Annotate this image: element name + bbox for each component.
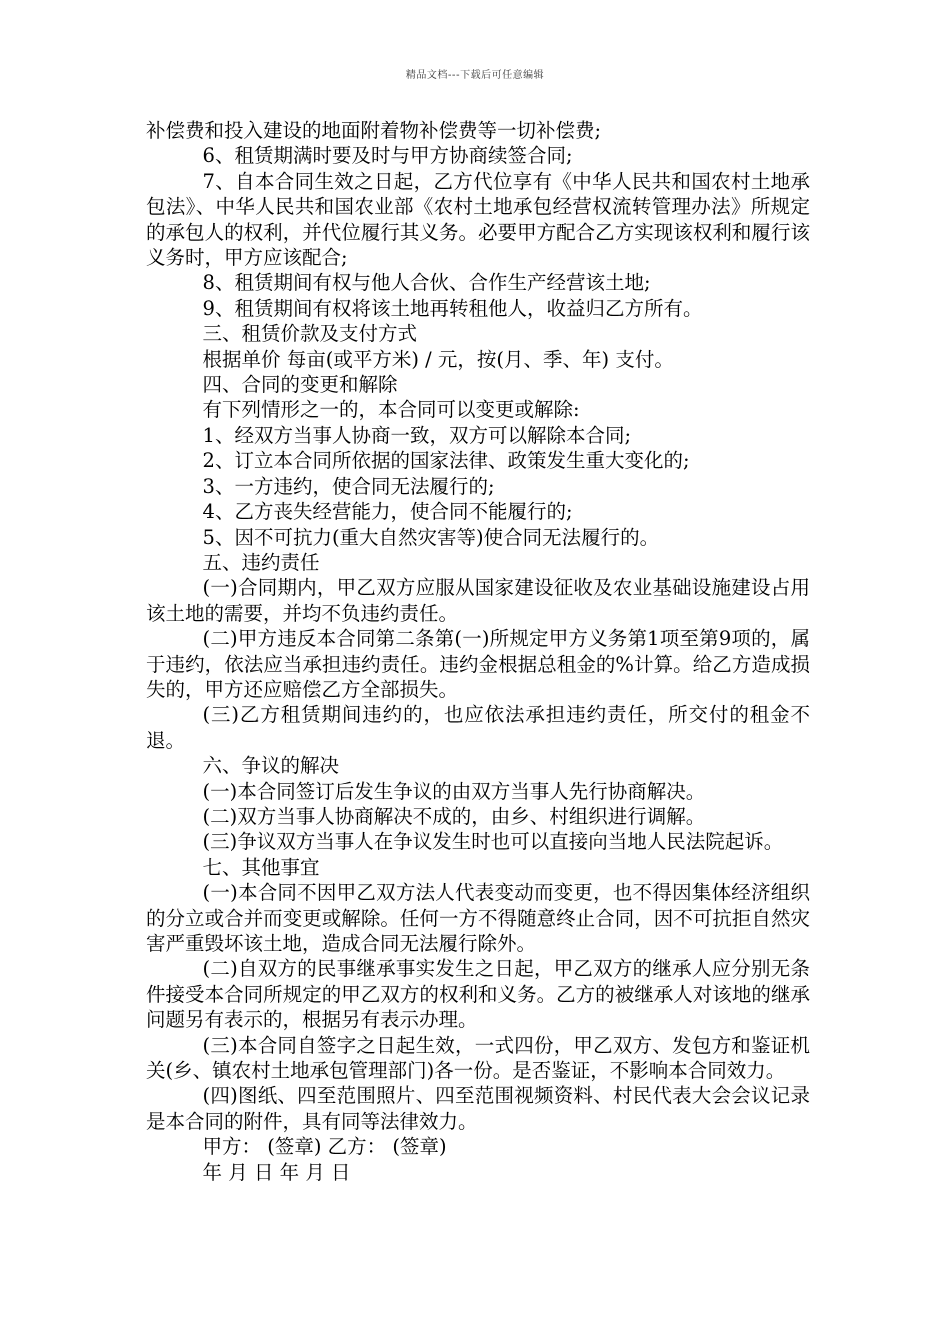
paragraph: (二)双方当事人协商解决不成的，由乡、村组织进行调解。 bbox=[202, 804, 706, 828]
paragraph: 根据单价 每亩(或平方米) / 元，按(月、季、年) 支付。 bbox=[202, 347, 674, 371]
paragraph: 补偿费和投入建设的地面附着物补偿费等一切补偿费; bbox=[146, 119, 602, 142]
paragraph: 六、争议的解决 bbox=[202, 754, 340, 778]
paragraph: 5、因不可抗力(重大自然灾害等)使合同无法履行的。 bbox=[202, 525, 660, 549]
paragraph: (一)本合同不因甲乙双方法人代表变动而变更，也不得因集体经济组织的分立或合并而变更或解除。任何一方不得随意终止合同，因不可抗拒自然灾害严重毁坏该土地，造成合同无法履行除外。 bbox=[146, 881, 810, 955]
paragraph: 有下列情形之一的，本合同可以变更或解除: bbox=[202, 398, 580, 422]
paragraph: (二)甲方违反本合同第二条第(一)所规定甲方义务第1项至第9项的，属于违约，依法应当承担违约责任。违约金根据总租金的%计算。给乙方造成损失的，甲方还应赔偿乙方全部损失。 bbox=[146, 627, 810, 701]
paragraph: (三)争议双方当事人在争议发生时也可以直接向当地人民法院起诉。 bbox=[202, 830, 784, 854]
paragraph: 8、租赁期间有权与他人合伙、合作生产经营该土地; bbox=[202, 271, 651, 295]
document-body bbox=[146, 118, 810, 1185]
paragraph: 9、租赁期间有权将该土地再转租他人，收益归乙方所有。 bbox=[202, 296, 703, 320]
paragraph: (四)图纸、四至范围照片、四至范围视频资料、村民代表大会会议记录是本合同的附件，具有同等法律效力。 bbox=[146, 1084, 810, 1133]
page-header: 精品文档---下载后可任意编辑 bbox=[405, 70, 545, 81]
paragraph: 四、合同的变更和解除 bbox=[202, 373, 398, 397]
paragraph: 甲方： (签章) 乙方： (签章) bbox=[202, 1135, 447, 1159]
paragraph: 三、租赁价款及支付方式 bbox=[202, 322, 418, 346]
paragraph: 五、违约责任 bbox=[202, 550, 320, 574]
paragraph: 3、一方违约，使合同无法履行的; bbox=[202, 474, 495, 498]
paragraph: (三)本合同自签字之日起生效，一式四份，甲乙双方、发包方和鉴证机关(乡、镇农村土地承包管理部门)各一份。是否鉴证，不影响本合同效力。 bbox=[146, 1033, 810, 1083]
paragraph: (一)本合同签订后发生争议的由双方当事人先行协商解决。 bbox=[202, 779, 706, 803]
paragraph: 2、订立本合同所依据的国家法律、政策发生重大变化的; bbox=[202, 449, 690, 473]
paragraph: (一)合同期内，甲乙双方应服从国家建设征收及农业基础设施建设占用该土地的需要，并均不负违约责任。 bbox=[146, 576, 810, 625]
paragraph: 1、经双方当事人协商一致，双方可以解除本合同; bbox=[202, 423, 632, 447]
paragraph: 七、其他事宜 bbox=[202, 855, 320, 879]
paragraph: 4、乙方丧失经营能力，使合同不能履行的; bbox=[202, 500, 573, 524]
paragraph: (三)乙方租赁期间违约的，也应依法承担违约责任，所交付的租金不退。 bbox=[146, 703, 810, 752]
paragraph: 年 月 日 年 月 日 bbox=[202, 1160, 351, 1184]
paragraph: 7、自本合同生效之日起，乙方代位享有《中华人民共和国农村土地承包法》、中华人民共和国农业部《农村土地承包经营权流转管理办法》所规定的承包人的权利，并代位履行其义务。必要甲方配合乙方实现该权利和履行该义务时，甲方应该配合; bbox=[146, 169, 810, 270]
paragraph: (二)自双方的民事继承事实发生之日起，甲乙双方的继承人应分别无条件接受本合同所规定的甲乙双方的权利和义务。乙方的被继承人对该地的继承问题另有表示的，根据另有表示办理。 bbox=[146, 957, 810, 1032]
paragraph: 6、租赁期满时要及时与甲方协商续签合同; bbox=[202, 144, 573, 168]
